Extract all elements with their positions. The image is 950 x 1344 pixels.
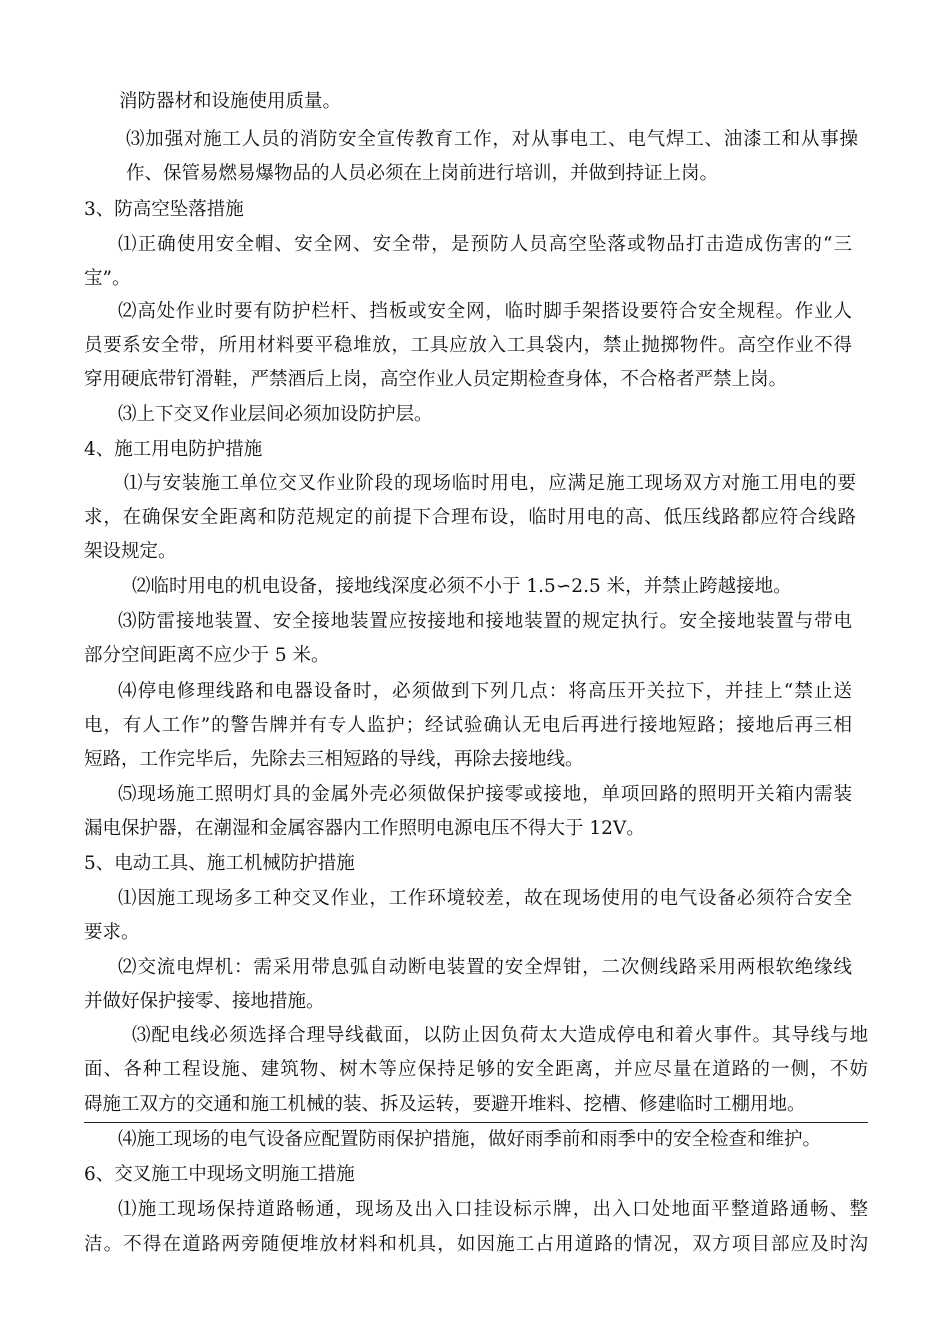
paragraph-line: ⑵临时用电的机电设备，接地线深度必须不小于 1.5∽2.5 米，并禁止跨越接地。 xyxy=(132,576,792,597)
paragraph-line: ⑶加强对施工人员的消防安全宣传教育工作，对从事电工、电气焊工、油漆工和从事操 xyxy=(126,129,858,150)
paragraph-line: 并做好保护接零、接地措施。 xyxy=(84,991,325,1012)
paragraph-line: 求，在确保安全距离和防范规定的前提下合理布设，临时用电的高、低压线路都应符合线路 xyxy=(84,507,856,528)
section-heading: 5、电动工具、施工机械防护措施 xyxy=(84,853,355,874)
paragraph-line: ⑶配电线必须选择合理导线截面，以防止因负荷太大造成停电和着火事件。其导线与地 xyxy=(132,1025,868,1046)
paragraph-line: 穿用硬底带钉滑鞋，严禁酒后上岗，高空作业人员定期检查身体，不合格者严禁上岗。 xyxy=(84,369,788,390)
paragraph-line: ⑷施工现场的电气设备应配置防雨保护措施，做好雨季前和雨季中的安全检查和维护。 xyxy=(118,1129,822,1150)
paragraph-line: 短路，工作完毕后，先除去三相短路的导线，再除去接地线。 xyxy=(84,749,584,770)
paragraph-line: 面、各种工程设施、建筑物、树木等应保持足够的安全距离，并应尽量在道路的一侧，不妨 xyxy=(84,1059,868,1080)
horizontal-rule xyxy=(84,1122,868,1123)
section-heading: 3、防高空坠落措施 xyxy=(84,199,244,220)
paragraph-line: ⑴正确使用安全帽、安全网、安全带，是预防人员高空坠落或物品打击造成伤害的“三 xyxy=(118,234,852,255)
paragraph-line: 碍施工双方的交通和施工机械的装、拆及运转，要避开堆料、挖槽、修建临时工棚用地。 xyxy=(84,1094,806,1115)
paragraph-line: 宝”。 xyxy=(84,268,131,289)
paragraph-line: 员要系安全带，所用材料要平稳堆放，工具应放入工具袋内，禁止抛掷物件。高空作业不得 xyxy=(84,335,852,356)
paragraph-line: ⑴因施工现场多工种交叉作业，工作环境较差，故在现场使用的电气设备必须符合安全 xyxy=(118,888,852,909)
paragraph-line: ⑴施工现场保持道路畅通，现场及出入口挂设标示牌，出入口处地面平整道路通畅、整 xyxy=(118,1199,868,1220)
paragraph-line: 部分空间距离不应少于 5 米。 xyxy=(84,645,330,666)
paragraph-line: 要求。 xyxy=(84,922,140,943)
paragraph-line: ⑶上下交叉作业层间必须加设防护层。 xyxy=(118,404,433,425)
paragraph-line: 架设规定。 xyxy=(84,541,177,562)
paragraph-line: 消防器材和设施使用质量。 xyxy=(119,91,342,112)
paragraph-line: ⑶防雷接地装置、安全接地装置应按接地和接地装置的规定执行。安全接地装置与带电 xyxy=(118,611,852,632)
paragraph-line: 电，有人工作”的警告牌并有专人监护；经试验确认无电后再进行接地短路；接地后再三相 xyxy=(84,715,852,736)
section-heading: 4、施工用电防护措施 xyxy=(84,439,263,460)
paragraph-line: ⑷停电修理线路和电器设备时，必须做到下列几点：将高压开关拉下，并挂上“禁止送 xyxy=(118,681,852,702)
paragraph-line: ⑵交流电焊机：需采用带息弧自动断电装置的安全焊钳，二次侧线路采用两根软绝缘线 xyxy=(118,957,852,978)
paragraph-line: 作、保管易燃易爆物品的人员必须在上岗前进行培训，并做到持证上岗。 xyxy=(126,163,719,184)
paragraph-line: ⑸现场施工照明灯具的金属外壳必须做保护接零或接地，单项回路的照明开关箱内需装 xyxy=(118,784,852,805)
paragraph-line: ⑵高处作业时要有防护栏杆、挡板或安全网，临时脚手架搭设要符合安全规程。作业人 xyxy=(118,301,852,322)
paragraph-line: 洁。不得在道路两旁随便堆放材料和机具，如因施工占用道路的情况，双方项目部应及时沟 xyxy=(84,1234,868,1255)
paragraph-line: 漏电保护器，在潮湿和金属容器内工作照明电源电压不得大于 12V。 xyxy=(84,818,645,839)
section-heading: 6、交叉施工中现场文明施工措施 xyxy=(84,1164,355,1185)
paragraph-line: ⑴与安装施工单位交叉作业阶段的现场临时用电，应满足施工现场双方对施工用电的要 xyxy=(124,473,856,494)
